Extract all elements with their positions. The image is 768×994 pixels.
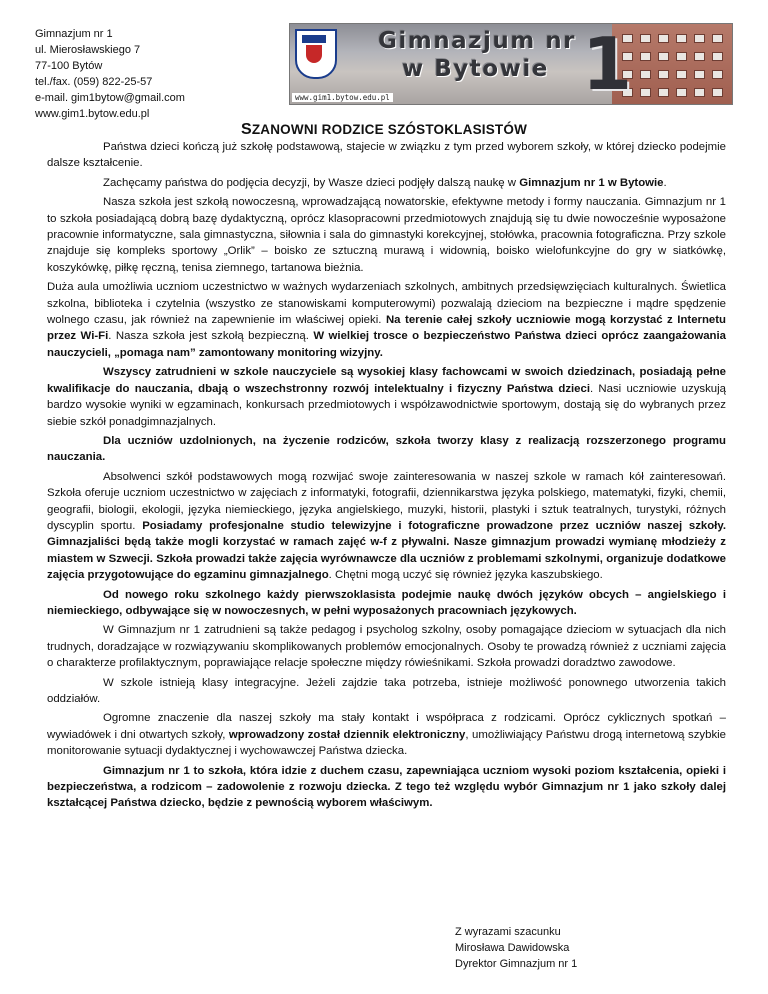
- banner-title-line-1: Gimnazjum nr: [378, 28, 576, 54]
- paragraph-11-bold: wprowadzony został dziennik elektroniczny: [228, 728, 466, 741]
- paragraph-7: [47, 469, 726, 584]
- paragraph-4: [47, 279, 726, 361]
- paragraph-8: [47, 587, 726, 620]
- paragraph-2-end: .: [663, 176, 667, 189]
- paragraph-2-text: Zachęcamy państwa do podjęcia decyzji, by Wasze dzieci podjęły dalszą naukę w: [103, 176, 517, 189]
- paragraph-9: W Gimnazjum nr 1 zatrudnieni są także pedagog i psycholog szkolny, osoby pomagające dzieciom w sytuacjach dla nich trudnych, doradzające w rozwiązywaniu skomplikowanych problemów emocjonalnych. Osoby te prowadzą również z uczniami zajęcia o charakterze profilaktycznym, poprawiające relacje społeczne między rówieśnikami. Szkoła prowadzi doradztwo zawodowe.: [47, 624, 726, 670]
- signature-closing: Z wyrazami szacunku: [455, 926, 561, 938]
- signature-name: Mirosława Dawidowska: [455, 942, 570, 954]
- paragraph-11-end: , umożliwiający Państwu drogą internetową szybkie monitorowanie sytuacji dydaktycznej i wychowawczej Państwa dziecka.: [47, 728, 727, 758]
- paragraph-1: Państwa dzieci kończą już szkołę podstawową, stajecie w związku z tym przed wyborem szkoły, w której dziecko podejmie dalsze kształcenie.: [47, 141, 726, 170]
- paragraph-3: Nasza szkoła jest szkołą nowoczesną, wprowadzającą nowatorskie, efektywne metody i formy nauczania. Gimnazjum nr 1 to szkoła posiadającą dobrą bazę dydaktyczną, oprócz klasopracowni przedmiotowych znajdują się tu dwie nowocześnie wyposażone pracownie informatyczne, sala gimnastyczna, siłownia i sala do gimnastyki korekcyjnej, stołówka, pracownia fotograficzna. Przy szkole znajduje się kompleks sportowy „Orlik” – boisko ze sztuczną murawą i widownią, boisko wielofunkcyjne do gry w siatkówkę, koszykówkę, piłkę ręczną, tenisa ziemnego, tartanowa bieżnia.: [47, 196, 726, 274]
- paragraph-5: [47, 364, 726, 430]
- paragraph-7-text: Absolwenci szkół podstawowych mogą rozwijać swoje zainteresowania w naszej szkole w ramach kół zainteresowań. Szkoła oferuje uczniom uczestnictwo w zajęciach z informatyki, fotografii, dziennikarstwa języka polskiego, matematyki, fizyki, chemii, geografii, biologii, ekologii, języka niemieckiego, języka angielskiego, muzyki, historii, plastyki i sztuk teatralnych, turystyki, różnych dyscyplin sportu.: [47, 470, 726, 532]
- crest-icon: [295, 29, 337, 79]
- paragraph-2: [47, 175, 726, 191]
- paragraph-11-text: Ogromne znaczenie dla naszej szkoły ma stały kontakt i współpraca z rodzicami. Oprócz cyklicznych spotkań – wywiadówek i dni otwartych szkoły,: [47, 712, 726, 741]
- letter-body: [47, 139, 726, 815]
- paragraph-8-bold: Od nowego roku szkolnego każdy pierwszoklasista podejmie naukę dwóch języków obcych – angielskiego i niemieckiego, odbywające się w nowoczesnych, w pełni wyposażonych pracowniach językowych.: [47, 588, 726, 617]
- school-city: 77-100 Bytów: [35, 60, 103, 72]
- signature-block: [455, 924, 577, 972]
- paragraph-7-bold: Posiadamy profesjonalne studio telewizyjne i fotograficzne prowadzone przez uczniów naszej szkoły. Gimnazjaliści będą także mogli korzystać w ramach zajęć w-f z pływalni. Nasze gimnazjum prowadzi wymianę młodzieży z miastem w Szwecji. Szkoła prowadzi także zajęcia wyrównawcze dla uczniów z problemami szkolnymi, organizuje dodatkowe zajęcia przygotowujące do egzaminu gimnazjalnego: [47, 519, 727, 582]
- school-website: www.gim1.bytow.edu.pl: [35, 108, 150, 120]
- paragraph-10: W szkole istnieją klasy integracyjne. Jeżeli zajdzie taka potrzeba, istnieje możliwość ponownego utworzenia takich oddziałów.: [47, 676, 726, 705]
- page-title-rest: ZANOWNI RODZICE SZÓSTOKLASISTÓW: [251, 122, 528, 137]
- page-title: [0, 121, 768, 139]
- school-street: ul. Mierosławskiego 7: [35, 44, 141, 56]
- paragraph-4-mid: . Nasza szkoła jest szkołą bezpieczną.: [108, 330, 309, 343]
- school-email: e-mail. gim1bytow@gmail.com: [35, 92, 185, 104]
- paragraph-4-text: Duża aula umożliwia uczniom uczestnictwo w ważnych wydarzeniach szkolnych, ambitnych przedsięwzięciach kulturalnych. Świetlica szkolna, biblioteka i czytelnia (wszystko ze stanowiskami komputerowymi) pozwalają dzieciom na bezpieczne i mądre spędzenie wolnego czasu, jak również na zapewnienie im właściwej opieki.: [47, 281, 726, 327]
- banner-title-line-2: w Bytowie: [402, 56, 549, 82]
- banner-number: 1: [582, 23, 633, 105]
- paragraph-12-bold: Gimnazjum nr 1 to szkoła, która idzie z duchem czasu, zapewniająca uczniom wysoki poziom kształcenia, opieki i bezpieczeństwa, a rodzicom – zadowolenie z rozwoju dziecka. Z tego też względu wybór Gimnazjum nr 1 jako szkoły dalej kształcącej Państwa dziecko, będzie z pewnością wyborem właściwym.: [47, 764, 726, 810]
- paragraph-7-end: . Chętni mogą uczyć się również języka kaszubskiego.: [328, 569, 603, 582]
- paragraph-11: [47, 710, 726, 759]
- banner-url: www.gim1.bytow.edu.pl: [292, 93, 393, 102]
- paragraph-5-text: . Nasi uczniowie uzyskują bardzo wysokie wyniki w egzaminach, konkursach przedmiotowych i współzawodnictwie sportowym, dostają się do wybranych przez siebie szkół ponadgimnazjalnych.: [47, 382, 727, 428]
- school-banner: [289, 23, 733, 105]
- school-phone: tel./fax. (059) 822-25-57: [35, 76, 153, 88]
- paragraph-6: [47, 433, 726, 466]
- paragraph-6-bold: Dla uczniów uzdolnionych, na życzenie rodziców, szkoła tworzy klasy z realizacją rozszerzonego programu nauczania.: [47, 434, 726, 464]
- paragraph-4-bold-2: W wielkiej trosce o bezpieczeństwo Państwa dzieci oprócz zaangażowania nauczycieli, „pomaga nam” zamontowany monitoring wizyjny.: [47, 330, 727, 359]
- paragraph-5-bold: Wszyscy zatrudnieni w szkole nauczyciele są wysokiej klasy fachowcami w swoich dziedzinach, posiadają pełne kwalifikacje do nauczania, dbają o wszechstronny rozwój intelektualny i fizyczny Państwa dzieci: [47, 366, 726, 395]
- school-contact-block: [35, 26, 185, 122]
- paragraph-4-bold-1: Na terenie całej szkoły uczniowie mogą korzystać z Internetu przez Wi-Fi: [47, 314, 727, 343]
- paragraph-12: [47, 763, 726, 812]
- page-title-initial: S: [240, 121, 252, 138]
- signature-role: Dyrektor Gimnazjum nr 1: [455, 958, 578, 970]
- paragraph-2-bold: Gimnazjum nr 1 w Bytowie: [519, 176, 664, 189]
- school-name: Gimnazjum nr 1: [35, 28, 113, 40]
